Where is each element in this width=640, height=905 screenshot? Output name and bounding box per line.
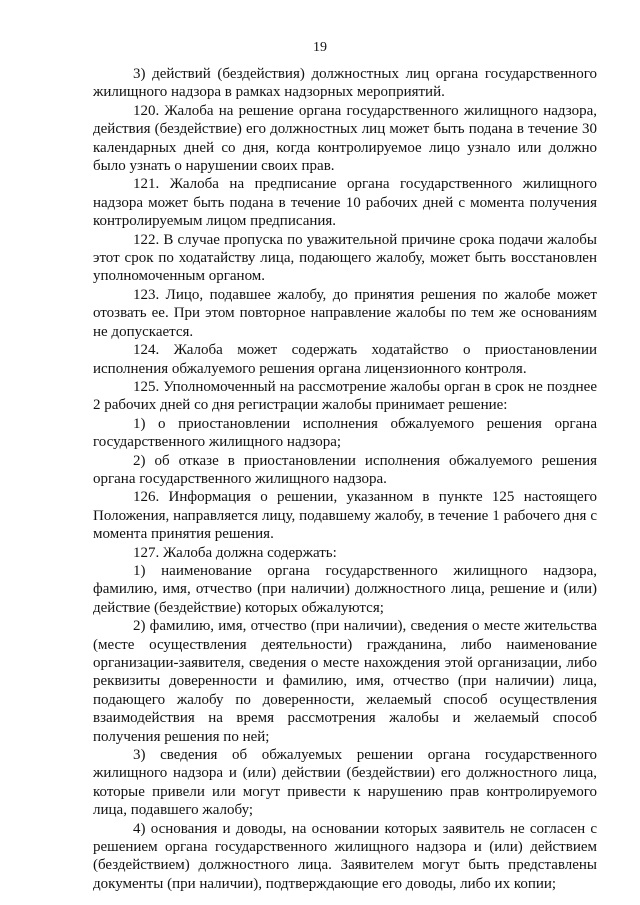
paragraph-item-3-actions: 3) действий (бездействия) должностных лиц органа государственного жилищного надзора в рамках надзорных мероприятий. bbox=[93, 66, 597, 101]
paragraph-122: 122. В случае пропуска по уважительной причине срока подачи жалобы этот срок по ходатайству лица, подающего жалобу, может быть восстановлен уполномоченным органом. bbox=[93, 231, 597, 285]
paragraph-125: 125. Уполномоченный на рассмотрение жалобы орган в срок не позднее 2 рабочих дней со дня регистрации жалобы принимает решение: bbox=[93, 378, 597, 414]
paragraph-127: 127. Жалоба должна содержать: bbox=[133, 544, 337, 561]
paragraph-127-item-2: 2) фамилию, имя, отчество (при наличии), сведения о месте жительства (месте осуществления деятельности) гражданина, либо наименование организации-заявителя, сведения о месте нахождения этой организации, либо реквизиты доверенности и фамилию, имя, отчество (при наличии) лица, подающего жалобу по доверенности, желаемый способ осуществления взаимодействия на время рассмотрения жалобы и желаемый способ получения решения по ней; bbox=[93, 618, 597, 745]
paragraph-123: 123. Лицо, подавшее жалобу, до принятия решения по жалобе может отозвать ее. При этом повторное направление жалобы по тем же основаниям не допускается. bbox=[93, 286, 597, 340]
paragraph-125-item-1: 1) о приостановлении исполнения обжалуемого решения органа государственного жилищного надзора; bbox=[93, 415, 597, 451]
paragraph-121: 121. Жалоба на предписание органа государственного жилищного надзора может быть подана в течение 10 рабочих дней с момента получения контролируемым лицом предписания. bbox=[93, 176, 597, 230]
document-body bbox=[93, 65, 597, 893]
paragraph-127-item-1: 1) наименование органа государственного жилищного надзора, фамилию, имя, отчество (при наличии) должностного лица, решение и (или) действие (бездействие) которых обжалуются; bbox=[93, 562, 597, 616]
paragraph-124: 124. Жалоба может содержать ходатайство о приостановлении исполнения обжалуемого решения органа лицензионного контроля. bbox=[93, 342, 597, 377]
page-number: 19 bbox=[313, 40, 327, 55]
paragraph-127-item-3: 3) сведения об обжалуемых решении органа государственного жилищного надзора и (или) действии (бездействии) его должностного лица, которые привели или могут привести к нарушению прав контролируемого лица, подавшего жалобу; bbox=[93, 747, 597, 819]
paragraph-120: 120. Жалоба на решение органа государственного жилищного надзора, действия (бездействие) его должностных лиц может быть подана в течение 30 календарных дней со дня, когда контролируемое лицо узнало или должно было узнать о нарушении своих прав. bbox=[93, 102, 597, 175]
paragraph-125-item-2: 2) об отказе в приостановлении исполнения обжалуемого решения органа государственного жилищного надзора. bbox=[93, 452, 597, 487]
paragraph-127-item-4: 4) основания и доводы, на основании которых заявитель не согласен с решением органа государственного жилищного надзора и (или) действием (бездействием) должностного лица. Заявителем могут быть представлены документы (при наличии), подтверждающие его доводы, либо их копии; bbox=[93, 820, 597, 892]
paragraph-126: 126. Информация о решении, указанном в пункте 125 настоящего Положения, направляется лицу, подавшему жалобу, в течение 1 рабочего дня с момента принятия решения. bbox=[93, 489, 597, 543]
